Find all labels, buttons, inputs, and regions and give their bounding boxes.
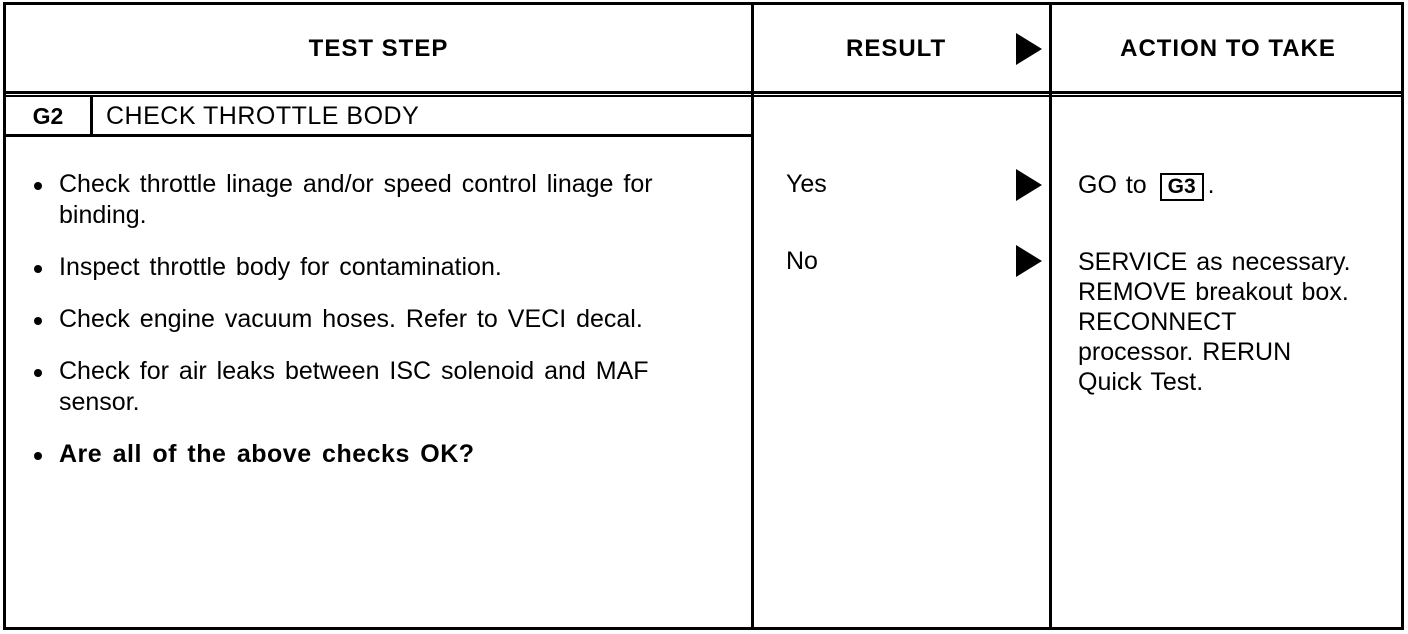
action-no-line: Quick Test.	[1078, 368, 1204, 396]
check-text: Check for air leaks between ISC solenoid and MAF sensor.	[59, 357, 649, 416]
action-yes-suffix: .	[1207, 171, 1215, 199]
step-id: G2	[32, 102, 64, 129]
header-result: RESULT	[846, 35, 947, 62]
action-no-line: RECONNECT	[1078, 308, 1237, 336]
result-yes-arrow-icon	[1016, 169, 1042, 201]
result-no-arrow-icon	[1016, 245, 1042, 277]
list-item	[30, 169, 710, 231]
bullet-icon	[34, 317, 42, 325]
header-action-to-take: ACTION TO TAKE	[1120, 35, 1336, 62]
action-yes-prefix: GO to	[1078, 171, 1147, 199]
action-no-line: processor. RERUN	[1078, 338, 1292, 366]
action-no	[1078, 247, 1351, 397]
action-no-line: SERVICE as necessary.	[1078, 248, 1351, 276]
bullet-icon	[34, 182, 42, 190]
header-test-step: TEST STEP	[308, 35, 449, 62]
step-title: CHECK THROTTLE BODY	[106, 101, 420, 130]
column-divider-result	[751, 5, 754, 627]
result-yes: Yes	[786, 170, 827, 198]
list-item	[30, 252, 710, 283]
list-item-question	[30, 439, 710, 470]
header-arrow-icon	[1016, 33, 1042, 65]
check-text: Check engine vacuum hoses. Refer to VECI decal.	[59, 305, 643, 333]
step-id-divider	[90, 96, 93, 136]
check-text: Inspect throttle body for contamination.	[59, 253, 502, 281]
action-no-line: REMOVE breakout box.	[1078, 278, 1349, 306]
bullet-icon	[34, 452, 42, 460]
column-divider-action	[1049, 5, 1052, 627]
bullet-icon	[34, 265, 42, 273]
action-yes	[1078, 170, 1215, 201]
step-reference-g3[interactable]: G3	[1160, 173, 1204, 201]
check-question: Are all of the above checks OK?	[59, 440, 475, 468]
diagnostic-table	[3, 2, 1404, 630]
bullet-icon	[34, 369, 42, 377]
check-text: Check throttle linage and/or speed control linage for binding.	[59, 170, 653, 229]
check-list	[30, 169, 710, 491]
result-no: No	[786, 247, 818, 275]
list-item	[30, 304, 710, 335]
list-item	[30, 356, 710, 418]
